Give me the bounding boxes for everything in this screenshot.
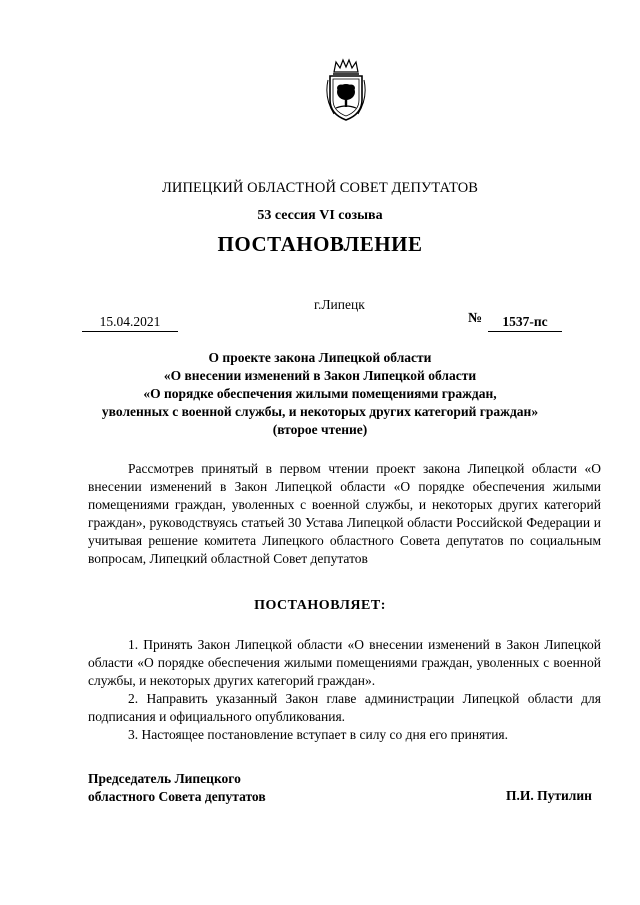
document-number: 1537-пс: [488, 313, 562, 332]
signatory-position: [88, 770, 266, 806]
decree-item-3: 3. Настоящее постановление вступает в силу со дня его принятия.: [128, 727, 509, 742]
title-line: О проекте закона Липецкой области: [208, 350, 432, 365]
title-line: уволенных с военной службы, и некоторых других категорий граждан»: [101, 404, 539, 419]
signatory-position-line: Председатель Липецкого: [88, 771, 241, 786]
decree-item-2: 2. Направить указанный Закон главе администрации Липецкой области для подписания и официального опубликования.: [88, 691, 601, 724]
title-line: «О внесении изменений в Закон Липецкой области: [163, 368, 477, 383]
number-sign: №: [468, 311, 483, 326]
title-line: (второе чтение): [272, 422, 368, 437]
preamble-paragraph: Рассмотрев принятый в первом чтении проект закона Липецкой области «О внесении изменений в Закон Липецкой области «О порядке обеспечения жилыми помещениями граждан, уволенных с военной службы, и некоторых других категорий граждан», руководствуясь статьей 30 Устава Липецкой области Российской Федерации и учитывая решение комитета Липецкого областного Совета депутатов по социальным вопросам, Липецкий областной Совет депутатов: [88, 461, 601, 566]
city: г.Липецк: [314, 297, 365, 312]
title-line: «О порядке обеспечения жилыми помещениями граждан,: [143, 386, 497, 401]
decree-item-1: 1. Принять Закон Липецкой области «О внесении изменений в Закон Липецкой области «О порядке обеспечения жилыми помещениями граждан, уволенных с военной службы, и некоторых других категорий граждан».: [88, 637, 601, 688]
session-label: 53 сессия VI созыва: [257, 208, 383, 223]
document-date: 15.04.2021: [82, 313, 178, 332]
lipetsk-coat-of-arms-icon: [324, 58, 368, 122]
signatory-name: П.И. Путилин: [506, 788, 592, 803]
decree-heading: ПОСТАНОВЛЯЕТ:: [254, 598, 386, 613]
document-type: ПОСТАНОВЛЕНИЕ: [217, 232, 423, 256]
signatory-position-line: областного Совета депутатов: [88, 789, 266, 804]
document-title: [0, 349, 640, 439]
organization-name: ЛИПЕЦКИЙ ОБЛАСТНОЙ СОВЕТ ДЕПУТАТОВ: [161, 180, 479, 196]
